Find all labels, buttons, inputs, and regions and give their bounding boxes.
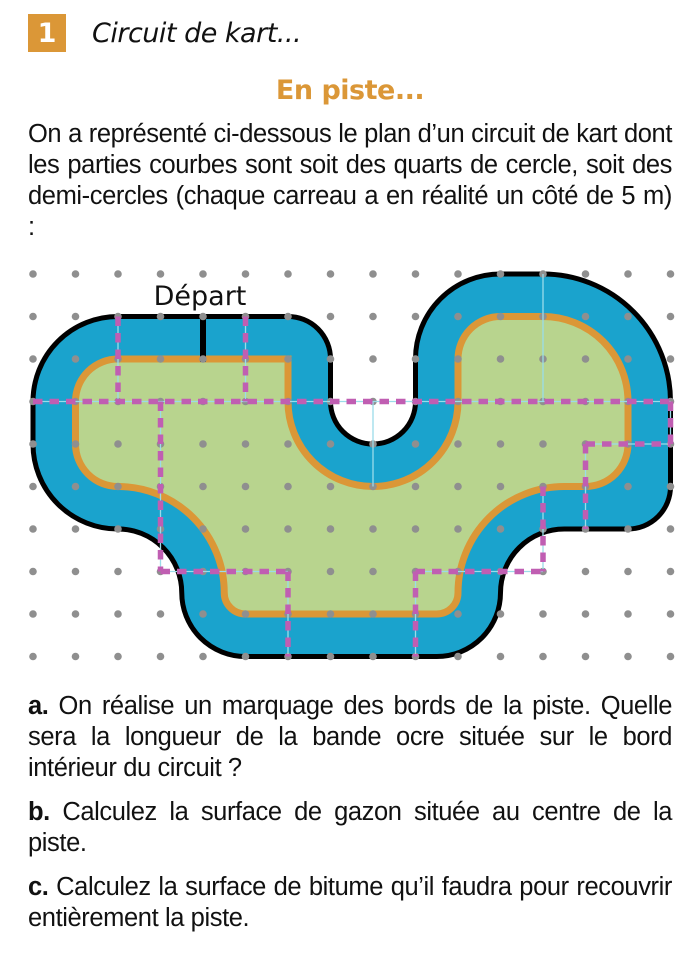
section-heading: En piste...: [275, 75, 425, 106]
diagram-wrap: [0, 253, 700, 678]
intro-paragraph: On a représenté ci-dessous le plan d’un circuit de kart dont les parties courbes sont soit des quarts de cercle, soit des demi-cercles (chaque carreau a en réalité un côté de 5 m) :: [28, 120, 672, 241]
depart-label: Départ: [153, 281, 247, 312]
question-a-label: a.: [28, 692, 49, 720]
question-c-label: c.: [28, 873, 49, 901]
question-c: [28, 872, 672, 934]
question-b-text: Calculez la surface de gazon située au centre de la piste.: [28, 798, 672, 857]
question-a-text: On réalise un marquage des bords de la piste. Quelle sera la longueur de la bande ocre située sur le bord intérieur du circuit ?: [28, 692, 673, 782]
question-b: [28, 797, 672, 859]
exercise-number-badge: [28, 14, 66, 52]
question-a: [28, 691, 672, 784]
question-b-label: b.: [28, 798, 50, 826]
exercise-header: [28, 14, 700, 52]
question-c-text: Calculez la surface de bitume qu’il faudra pour recouvrir entièrement la piste.: [28, 873, 672, 932]
exercise-title: Circuit de kart...: [92, 17, 302, 49]
track-diagram: [0, 253, 700, 673]
exercise-number: 1: [37, 17, 57, 49]
